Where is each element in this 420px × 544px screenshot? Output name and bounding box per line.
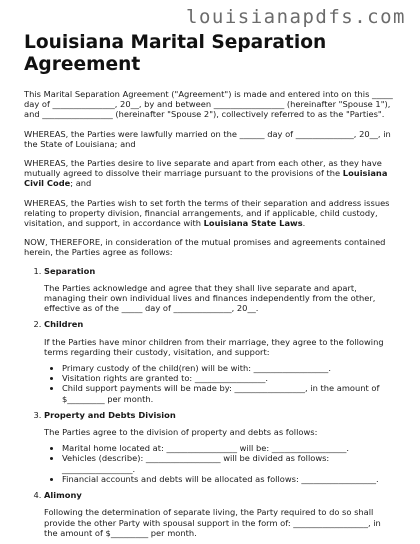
section-alimony xyxy=(44,490,396,538)
list-item: • Vehicles (describe): __________________ will be divided as follows: _________________. xyxy=(62,453,396,473)
whereas-dissolve-end: ; and xyxy=(70,178,92,189)
list-item: • Marital home located at: _________________ will be: __________________. xyxy=(62,443,396,453)
brand-watermark: louisianapdfs.com xyxy=(186,6,406,28)
whereas-terms-end: . xyxy=(302,218,306,229)
intro-paragraph: This Marital Separation Agreement ("Agreement") is made and entered into on this _____ day of _______________, 20__, by and between _________________ (hereinafter "Spouse 1"), and _________________ (hereinafter "Spouse 2"), collectively referred to as the "Parties". xyxy=(24,89,393,120)
whereas-terms-paragraph xyxy=(24,198,396,229)
section-property-debts xyxy=(44,410,396,484)
section-title: 2. Children xyxy=(44,319,84,330)
whereas-married-paragraph: WHEREAS, the Parties were lawfully married on the ______ day of ______________, 20__, in the State of Louisiana; and xyxy=(24,128,391,149)
section-body: The Parties agree to the division of property and debts as follows: xyxy=(44,427,318,438)
now-therefore-paragraph: NOW, THEREFORE, in consideration of the mutual promises and agreements contained herein, the Parties agree as follows: xyxy=(24,237,386,258)
whereas-dissolve-paragraph xyxy=(24,158,396,189)
section-title: 1. Separation xyxy=(44,265,96,276)
civil-code-reference: Louisiana Civil Code xyxy=(24,168,388,189)
section-children xyxy=(44,319,396,403)
section-body: The Parties acknowledge and agree that they shall live separate and apart, managing their own individual lives and finances independently from the other, effective as of the _____ day of ______________, 20__. xyxy=(44,282,376,314)
section-body: If the Parties have minor children from their marriage, they agree to the following terms regarding their custody, visitation, and support: xyxy=(44,336,384,357)
section-separation xyxy=(44,266,396,314)
whereas-terms-text: WHEREAS, the Parties wish to set forth the terms of their separation and address issues relating to property division, financial arrangements, and if applicable, child custody, visitation, and support, in accordance with xyxy=(24,197,390,229)
section-body: Following the determination of separate living, the Party required to do so shall provide the other Party with spousal support in the form of: __________________, in the amount of $_________ per month. xyxy=(44,507,381,538)
list-item: • Primary custody of the child(ren) will be with: __________________. xyxy=(62,363,396,373)
list-item: • Child support payments will be made by: _________________, in the amount of $_________ per month. xyxy=(62,383,396,403)
list-item: • Financial accounts and debts will be allocated as follows: __________________. xyxy=(62,474,396,484)
section-title: 4. Alimony xyxy=(44,490,82,501)
agreement-sections xyxy=(24,266,396,538)
section-item-list xyxy=(44,443,396,484)
document-title: Louisiana Marital Separation Agreement xyxy=(24,32,327,75)
state-laws-reference: Louisiana State Laws xyxy=(203,218,303,229)
list-item: • Visitation rights are granted to: _________________. xyxy=(62,373,396,383)
section-title: 3. Property and Debts Division xyxy=(44,409,176,420)
whereas-dissolve-text: WHEREAS, the Parties desire to live separate and apart from each other, as they have mutually agreed to dissolve their marriage pursuant to the provisions of the xyxy=(24,158,382,179)
section-item-list xyxy=(44,363,396,404)
